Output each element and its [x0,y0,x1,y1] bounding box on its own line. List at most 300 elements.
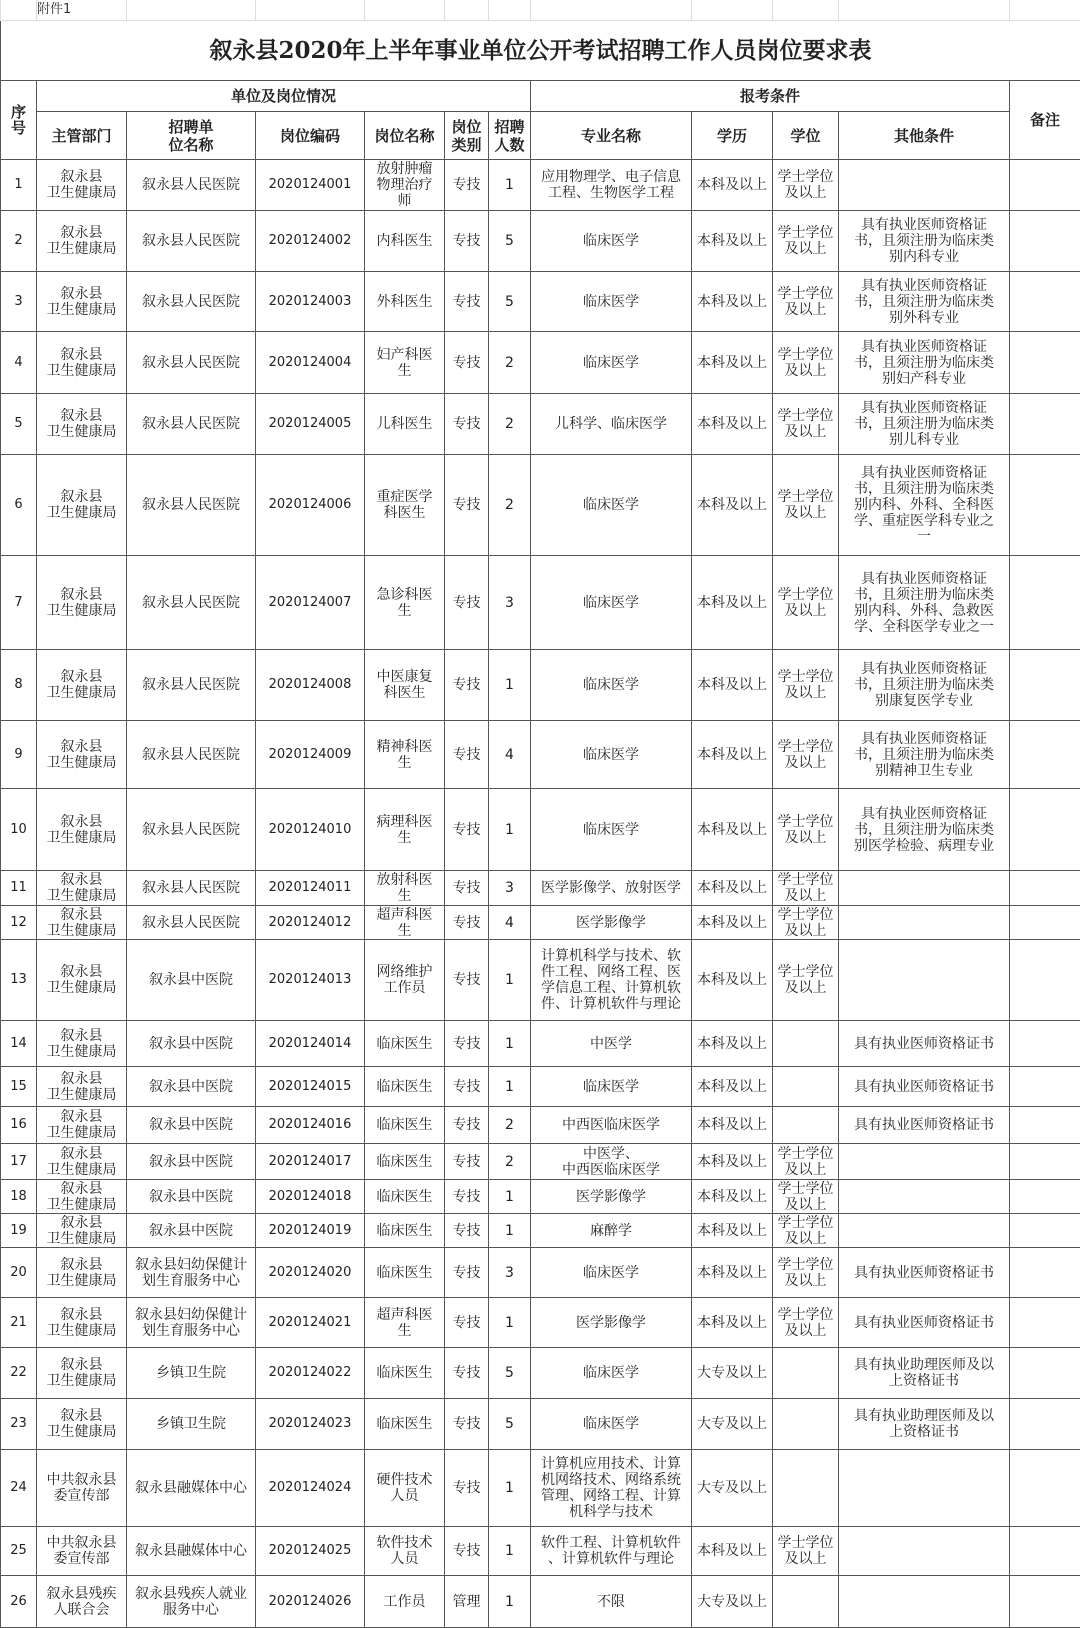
cell-code: 2020124003 [256,272,365,332]
cell-code: 2020124023 [256,1399,365,1450]
cell-other [839,1144,1010,1180]
cell-code: 2020124009 [256,721,365,789]
cell-count: 3 [489,1248,531,1298]
cell-count: 4 [489,721,531,789]
cell-post: 外科医生 [365,272,445,332]
cell-dept: 叙永县 卫生健康局 [37,1298,127,1348]
cell-dept: 中共叙永县 委宣传部 [37,1450,127,1527]
cell-dept: 叙永县 卫生健康局 [37,160,127,211]
cell-note [1010,1214,1080,1248]
cell-note [1010,871,1080,906]
cell-major: 临床医学 [531,272,692,332]
cell-degree: 学士学位 及以上 [773,211,839,272]
cell-major: 中医学、 中西医临床医学 [531,1144,692,1180]
cell-type: 专技 [445,394,489,455]
cell-seq: 14 [1,1021,37,1067]
cell-other: 具有执业医师资格证书 [839,1067,1010,1107]
cell-degree: 学士学位 及以上 [773,1527,839,1576]
cell-degree: 学士学位 及以上 [773,160,839,211]
cell-type: 专技 [445,721,489,789]
cell-unit: 叙永县中医院 [127,1144,256,1180]
table-row [1,1248,1080,1298]
cell-seq: 24 [1,1450,37,1527]
cell-type: 专技 [445,1450,489,1527]
cell-code: 2020124016 [256,1107,365,1144]
cell-dept: 叙永县 卫生健康局 [37,394,127,455]
cell-post: 放射科医 生 [365,871,445,906]
cell-seq: 6 [1,455,37,556]
cell-seq: 15 [1,1067,37,1107]
cell-type: 专技 [445,871,489,906]
cell-edu: 本科及以上 [692,721,773,789]
cell-major: 医学影像学 [531,906,692,940]
table-row [1,1348,1080,1399]
cell-dept: 叙永县 卫生健康局 [37,1067,127,1107]
table-row [1,332,1080,394]
cell-post: 儿科医生 [365,394,445,455]
cell-code: 2020124019 [256,1214,365,1248]
cell-code: 2020124025 [256,1527,365,1576]
cell-type: 专技 [445,1399,489,1450]
cell-count: 1 [489,1021,531,1067]
cell-unit: 叙永县中医院 [127,940,256,1021]
cell-post: 网络维护 工作员 [365,940,445,1021]
cell-other [839,1527,1010,1576]
cell-degree [773,1021,839,1067]
cell-code: 2020124014 [256,1021,365,1067]
cell-seq: 12 [1,906,37,940]
cell-seq: 25 [1,1527,37,1576]
cell-code: 2020124007 [256,556,365,650]
cell-dept: 叙永县 卫生健康局 [37,556,127,650]
cell-degree: 学士学位 及以上 [773,272,839,332]
header-note: 备注 [1010,81,1080,160]
cell-type: 专技 [445,1527,489,1576]
cell-major: 儿科学、临床医学 [531,394,692,455]
cell-code: 2020124008 [256,650,365,721]
cell-type: 专技 [445,1021,489,1067]
table-row [1,1067,1080,1107]
cell-degree: 学士学位 及以上 [773,394,839,455]
cell-major: 中西医临床医学 [531,1107,692,1144]
cell-major: 临床医学 [531,1067,692,1107]
cell-post: 临床医生 [365,1144,445,1180]
cell-code: 2020124002 [256,211,365,272]
cell-code: 2020124026 [256,1576,365,1628]
header-other: 其他条件 [839,112,1010,160]
cell-note [1010,1399,1080,1450]
cell-count: 1 [489,1180,531,1214]
cell-degree: 学士学位 及以上 [773,1180,839,1214]
table-row [1,160,1080,211]
cell-type: 专技 [445,332,489,394]
cell-code: 2020124004 [256,332,365,394]
cell-unit: 叙永县人民医院 [127,556,256,650]
title-row [1,21,1080,81]
cell-degree [773,1067,839,1107]
cell-seq: 4 [1,332,37,394]
cell-unit: 叙永县人民医院 [127,332,256,394]
cell-dept: 叙永县 卫生健康局 [37,211,127,272]
cell-type: 专技 [445,1348,489,1399]
cell-code: 2020124012 [256,906,365,940]
cell-dept: 叙永县残疾 人联合会 [37,1576,127,1628]
cell-major: 医学影像学 [531,1180,692,1214]
table-row [1,1527,1080,1576]
cell-unit: 乡镇卫生院 [127,1348,256,1399]
cell-degree: 学士学位 及以上 [773,556,839,650]
cell-note [1010,211,1080,272]
cell-degree: 学士学位 及以上 [773,789,839,871]
cell-other: 具有执业医师资格证书 [839,1107,1010,1144]
cell-unit: 叙永县人民医院 [127,906,256,940]
cell-major: 计算机科学与技术、软 件工程、网络工程、医 学信息工程、计算机软 件、计算机软件与理论 [531,940,692,1021]
cell-post: 软件技术 人员 [365,1527,445,1576]
cell-note [1010,1180,1080,1214]
table-row [1,721,1080,789]
cell-type: 专技 [445,272,489,332]
cell-note [1010,940,1080,1021]
table-row [1,906,1080,940]
cell-unit: 叙永县人民医院 [127,160,256,211]
table-row [1,394,1080,455]
cell-count: 4 [489,906,531,940]
cell-type: 专技 [445,1067,489,1107]
cell-other: 具有执业医师资格证 书，且须注册为临床类 别精神卫生专业 [839,721,1010,789]
cell-degree: 学士学位 及以上 [773,1144,839,1180]
cell-count: 1 [489,1576,531,1628]
cell-type: 专技 [445,556,489,650]
cell-dept: 叙永县 卫生健康局 [37,940,127,1021]
cell-post: 内科医生 [365,211,445,272]
cell-other [839,1576,1010,1628]
cell-other [839,940,1010,1021]
cell-edu: 大专及以上 [692,1399,773,1450]
cell-seq: 26 [1,1576,37,1628]
cell-post: 临床医生 [365,1180,445,1214]
cell-post: 临床医生 [365,1021,445,1067]
cell-degree [773,1107,839,1144]
cell-dept: 叙永县 卫生健康局 [37,906,127,940]
cell-seq: 2 [1,211,37,272]
attachment-row [1,0,1080,21]
cell-count: 1 [489,1214,531,1248]
table-row [1,1450,1080,1527]
cell-note [1010,455,1080,556]
cell-note [1010,160,1080,211]
cell-count: 1 [489,1298,531,1348]
cell-edu: 本科及以上 [692,1180,773,1214]
cell-unit: 叙永县人民医院 [127,871,256,906]
cell-edu: 本科及以上 [692,160,773,211]
cell-edu: 本科及以上 [692,650,773,721]
cell-type: 专技 [445,789,489,871]
cell-count: 2 [489,455,531,556]
cell-note [1010,332,1080,394]
cell-edu: 本科及以上 [692,1298,773,1348]
cell-seq: 13 [1,940,37,1021]
table-row [1,1107,1080,1144]
attachment-label: 附件1 [37,0,127,21]
cell-major: 应用物理学、电子信息 工程、生物医学工程 [531,160,692,211]
cell-note [1010,1527,1080,1576]
cell-type: 专技 [445,1180,489,1214]
cell-major: 临床医学 [531,721,692,789]
cell-unit: 叙永县残疾人就业 服务中心 [127,1576,256,1628]
cell-seq: 1 [1,160,37,211]
cell-type: 专技 [445,1248,489,1298]
cell-post: 精神科医 生 [365,721,445,789]
cell-type: 专技 [445,650,489,721]
cell-note [1010,272,1080,332]
cell-post: 妇产科医 生 [365,332,445,394]
cell-type: 专技 [445,1214,489,1248]
cell-note [1010,1450,1080,1527]
cell-degree [773,1450,839,1527]
cell-dept: 叙永县 卫生健康局 [37,332,127,394]
cell-major: 临床医学 [531,556,692,650]
cell-post: 放射肿瘤 物理治疗 师 [365,160,445,211]
cell-other [839,871,1010,906]
cell-dept: 叙永县 卫生健康局 [37,1214,127,1248]
cell-major: 临床医学 [531,650,692,721]
cell-dept: 叙永县 卫生健康局 [37,1248,127,1298]
table-row [1,455,1080,556]
cell-other [839,1450,1010,1527]
table-row [1,1399,1080,1450]
cell-count: 2 [489,1107,531,1144]
cell-note [1010,721,1080,789]
cell-other: 具有执业医师资格证 书，且须注册为临床类 别内科专业 [839,211,1010,272]
cell-code: 2020124015 [256,1067,365,1107]
table-row [1,871,1080,906]
cell-note [1010,1248,1080,1298]
cell-code: 2020124024 [256,1450,365,1527]
cell-note [1010,1576,1080,1628]
cell-other: 具有执业医师资格证书 [839,1248,1010,1298]
cell-note [1010,650,1080,721]
cell-other: 具有执业医师资格证书 [839,1021,1010,1067]
cell-degree [773,1576,839,1628]
cell-count: 1 [489,160,531,211]
cell-note [1010,1107,1080,1144]
cell-note [1010,1144,1080,1180]
cell-other [839,160,1010,211]
cell-seq: 10 [1,789,37,871]
cell-edu: 本科及以上 [692,211,773,272]
cell-edu: 本科及以上 [692,394,773,455]
cell-code: 2020124020 [256,1248,365,1298]
cell-major: 计算机应用技术、计算 机网络技术、网络系统 管理、网络工程、计算 机科学与技术 [531,1450,692,1527]
cell-post: 临床医生 [365,1399,445,1450]
cell-seq: 5 [1,394,37,455]
cell-count: 1 [489,789,531,871]
cell-major: 临床医学 [531,455,692,556]
cell-other: 具有执业医师资格证 书，且须注册为临床类 别内科、外科、全科医 学、重症医学科专业之 一 [839,455,1010,556]
header-edu: 学历 [692,112,773,160]
cell-degree: 学士学位 及以上 [773,1298,839,1348]
cell-dept: 叙永县 卫生健康局 [37,650,127,721]
cell-count: 3 [489,556,531,650]
cell-seq: 9 [1,721,37,789]
header-type: 岗位 类别 [445,112,489,160]
cell-unit: 叙永县人民医院 [127,394,256,455]
cell-code: 2020124010 [256,789,365,871]
cell-note [1010,789,1080,871]
cell-post: 重症医学 科医生 [365,455,445,556]
cell-dept: 叙永县 卫生健康局 [37,789,127,871]
cell-dept: 叙永县 卫生健康局 [37,1180,127,1214]
header-group-requirements: 报考条件 [531,81,1010,112]
cell-degree: 学士学位 及以上 [773,650,839,721]
cell-code: 2020124021 [256,1298,365,1348]
table-row [1,1298,1080,1348]
cell-seq: 16 [1,1107,37,1144]
cell-edu: 本科及以上 [692,1021,773,1067]
cell-other [839,1214,1010,1248]
cell-unit: 叙永县人民医院 [127,455,256,556]
cell-seq: 11 [1,871,37,906]
header-post: 岗位名称 [365,112,445,160]
cell-degree: 学士学位 及以上 [773,1214,839,1248]
cell-edu: 本科及以上 [692,1248,773,1298]
cell-post: 临床医生 [365,1214,445,1248]
cell-post: 超声科医 生 [365,906,445,940]
cell-unit: 叙永县中医院 [127,1214,256,1248]
cell-note [1010,1298,1080,1348]
cell-dept: 叙永县 卫生健康局 [37,1348,127,1399]
cell-edu: 大专及以上 [692,1348,773,1399]
cell-unit: 叙永县中医院 [127,1021,256,1067]
cell-major: 临床医学 [531,332,692,394]
cell-major: 临床医学 [531,211,692,272]
cell-major: 临床医学 [531,1248,692,1298]
cell-count: 5 [489,1348,531,1399]
cell-other: 具有执业医师资格证 书，且须注册为临床类 别妇产科专业 [839,332,1010,394]
cell-post: 临床医生 [365,1067,445,1107]
cell-edu: 本科及以上 [692,1527,773,1576]
cell-other [839,906,1010,940]
cell-unit: 叙永县中医院 [127,1107,256,1144]
cell-type: 专技 [445,211,489,272]
cell-other: 具有执业助理医师及以 上资格证书 [839,1348,1010,1399]
cell-edu: 本科及以上 [692,556,773,650]
cell-major: 中医学 [531,1021,692,1067]
header-row-group [1,81,1080,112]
cell-edu: 本科及以上 [692,332,773,394]
cell-dept: 叙永县 卫生健康局 [37,1399,127,1450]
cell-degree [773,1399,839,1450]
header-unit: 招聘单 位名称 [127,112,256,160]
cell-degree: 学士学位 及以上 [773,332,839,394]
cell-unit: 叙永县融媒体中心 [127,1527,256,1576]
cell-dept: 叙永县 卫生健康局 [37,721,127,789]
page-title: 叙永县2020年上半年事业单位公开考试招聘工作人员岗位要求表 [1,21,1080,81]
cell-dept: 叙永县 卫生健康局 [37,1107,127,1144]
cell-code: 2020124006 [256,455,365,556]
cell-unit: 叙永县人民医院 [127,272,256,332]
cell-other: 具有执业医师资格证 书，且须注册为临床类 别内科、外科、急救医 学、全科医学专业之一 [839,556,1010,650]
table-row [1,940,1080,1021]
cell-edu: 大专及以上 [692,1450,773,1527]
cell-unit: 乡镇卫生院 [127,1399,256,1450]
cell-seq: 7 [1,556,37,650]
cell-post: 硬件技术 人员 [365,1450,445,1527]
cell-unit: 叙永县人民医院 [127,721,256,789]
cell-other: 具有执业医师资格证 书，且须注册为临床类 别外科专业 [839,272,1010,332]
cell-major: 临床医学 [531,1399,692,1450]
header-major: 专业名称 [531,112,692,160]
cell-major: 麻醉学 [531,1214,692,1248]
cell-post: 急诊科医 生 [365,556,445,650]
cell-type: 专技 [445,1298,489,1348]
cell-other [839,1180,1010,1214]
cell-unit: 叙永县中医院 [127,1067,256,1107]
cell-unit: 叙永县人民医院 [127,211,256,272]
cell-count: 1 [489,1450,531,1527]
cell-count: 2 [489,1144,531,1180]
cell-note [1010,556,1080,650]
cell-unit: 叙永县人民医院 [127,789,256,871]
cell-dept: 叙永县 卫生健康局 [37,871,127,906]
cell-code: 2020124022 [256,1348,365,1399]
cell-other: 具有执业助理医师及以 上资格证书 [839,1399,1010,1450]
cell-post: 超声科医 生 [365,1298,445,1348]
table-row [1,211,1080,272]
cell-post: 临床医生 [365,1348,445,1399]
cell-unit: 叙永县人民医院 [127,650,256,721]
cell-edu: 本科及以上 [692,455,773,556]
table-row [1,1576,1080,1628]
cell-major: 软件工程、计算机软件 、计算机软件与理论 [531,1527,692,1576]
cell-edu: 本科及以上 [692,1214,773,1248]
cell-count: 5 [489,272,531,332]
cell-degree: 学士学位 及以上 [773,940,839,1021]
cell-code: 2020124013 [256,940,365,1021]
cell-type: 专技 [445,1144,489,1180]
cell-seq: 19 [1,1214,37,1248]
cell-count: 1 [489,940,531,1021]
cell-type: 专技 [445,940,489,1021]
cell-count: 2 [489,394,531,455]
cell-degree: 学士学位 及以上 [773,721,839,789]
header-dept: 主管部门 [37,112,127,160]
cell-edu: 本科及以上 [692,906,773,940]
table-row [1,650,1080,721]
cell-note [1010,1021,1080,1067]
cell-seq: 8 [1,650,37,721]
cell-major: 医学影像学 [531,1298,692,1348]
cell-seq: 21 [1,1298,37,1348]
cell-count: 5 [489,1399,531,1450]
cell-dept: 叙永县 卫生健康局 [37,272,127,332]
cell-edu: 本科及以上 [692,871,773,906]
header-row-columns [1,112,1080,160]
cell-post: 病理科医 生 [365,789,445,871]
cell-edu: 本科及以上 [692,1144,773,1180]
cell-edu: 大专及以上 [692,1576,773,1628]
cell-count: 1 [489,1067,531,1107]
cell-edu: 本科及以上 [692,789,773,871]
cell-count: 5 [489,211,531,272]
cell-code: 2020124001 [256,160,365,211]
cell-type: 管理 [445,1576,489,1628]
cell-other: 具有执业医师资格证 书，且须注册为临床类 别康复医学专业 [839,650,1010,721]
cell-note [1010,1067,1080,1107]
cell-dept: 叙永县 卫生健康局 [37,1144,127,1180]
cell-major: 不限 [531,1576,692,1628]
cell-post: 临床医生 [365,1248,445,1298]
